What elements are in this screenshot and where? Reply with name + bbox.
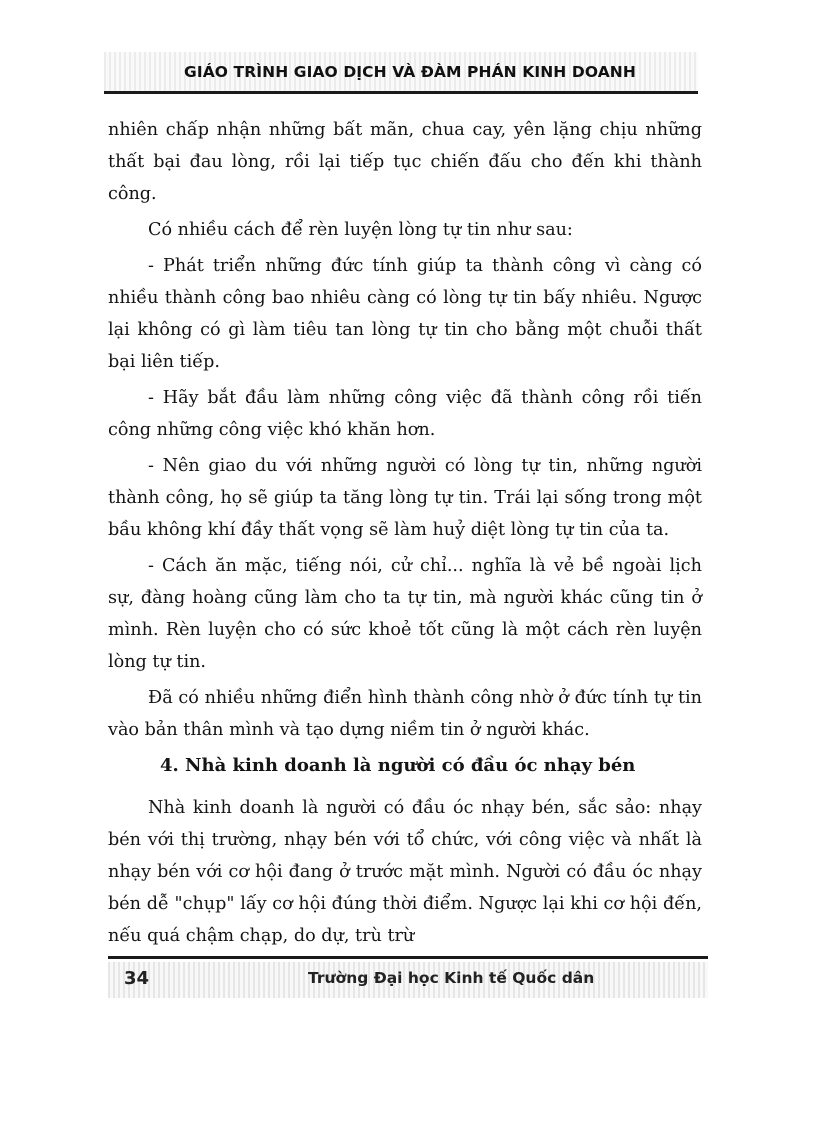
section-heading: 4. Nhà kinh doanh là người có đầu óc nhạy bén: [160, 755, 636, 776]
book-title: GIÁO TRÌNH GIAO DỊCH VÀ ĐÀM PHÁN KINH DOANH: [184, 63, 636, 81]
page-body: [108, 114, 702, 956]
header-rule: [104, 91, 698, 94]
paragraph-continuation: nhiên chấp nhận những bất mãn, chua cay, yên lặng chịu những thất bại đau lòng, rồi lại tiếp tục chiến đấu cho đến khi thành công.: [108, 120, 702, 204]
list-item: - Hãy bắt đầu làm những công việc đã thành công rồi tiến công những công việc khó khăn hơn.: [108, 388, 702, 440]
running-footer: [108, 962, 708, 998]
paragraph-intro: Có nhiều cách để rèn luyện lòng tự tin như sau:: [148, 220, 573, 240]
section-paragraph: Nhà kinh doanh là người có đầu óc nhạy bén, sắc sảo: nhạy bén với thị trường, nhạy bén với tổ chức, với công việc và nhất là nhạy bén với cơ hội đang ở trước mặt mình. Người có đầu óc nhạy bén dễ "chụp" lấy cơ hội đúng thời điểm. Ngược lại khi cơ hội đến, nếu quá chậm chạp, do dự, trù trừ: [108, 798, 702, 946]
page-number: 34: [124, 968, 150, 989]
paragraph-summary: Đã có nhiều những điển hình thành công nhờ ở đức tính tự tin vào bản thân mình và tạo dựng niềm tin ở người khác.: [108, 688, 702, 740]
running-header: [104, 52, 698, 92]
footer-rule: [108, 956, 708, 959]
list-item: - Phát triển những đức tính giúp ta thành công vì càng có nhiều thành công bao nhiêu càng có lòng tự tin bấy nhiêu. Ngược lại không có gì làm tiêu tan lòng tự tin cho bằng một chuỗi thất bại liên tiếp.: [108, 256, 702, 372]
university-name: Trường Đại học Kinh tế Quốc dân: [308, 969, 595, 987]
list-item: - Cách ăn mặc, tiếng nói, cử chỉ... nghĩa là vẻ bề ngoài lịch sự, đàng hoàng cũng làm cho ta tự tin, mà người khác cũng tin ở mình. Rèn luyện cho có sức khoẻ tốt cũng là một cách rèn luyện lòng tự tin.: [108, 556, 702, 672]
list-item: - Nên giao du với những người có lòng tự tin, những người thành công, họ sẽ giúp ta tăng lòng tự tin. Trái lại sống trong một bầu không khí đầy thất vọng sẽ làm huỷ diệt lòng tự tin của ta.: [108, 456, 702, 540]
